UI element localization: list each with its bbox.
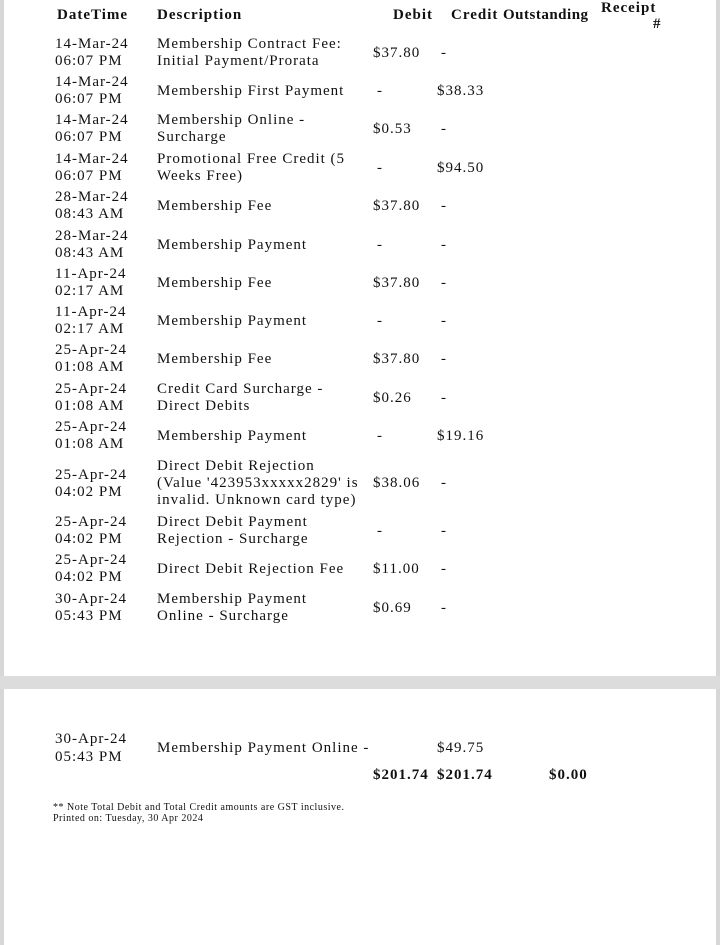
row-date: 14-Mar-24: [55, 36, 129, 52]
row-debit: -: [377, 427, 383, 444]
row-time: 01:08 AM: [55, 436, 125, 452]
row-description-line: Rejection - Surcharge: [157, 531, 309, 547]
row-date: 14-Mar-24: [55, 112, 129, 128]
header-datetime: DateTime: [57, 7, 129, 23]
row-time: 08:43 AM: [55, 245, 125, 261]
row-date: 30-Apr-24: [55, 591, 128, 607]
header-description: Description: [157, 7, 243, 23]
statement-page-1: [4, 0, 716, 676]
row-debit: -: [363, 740, 370, 756]
row-debit: -: [377, 82, 383, 99]
row-credit: $49.75: [437, 740, 485, 756]
row-credit: -: [441, 197, 447, 214]
row-date: 25-Apr-24: [55, 381, 128, 397]
row-time: 01:08 AM: [55, 398, 125, 414]
row-date: 25-Apr-24: [55, 514, 128, 530]
row-date: 14-Mar-24: [55, 74, 129, 90]
row-debit: $37.80: [373, 197, 421, 214]
row-time: 05:43 PM: [55, 749, 123, 765]
row-description-text: Membership Payment Online: [157, 740, 359, 756]
row-description-line: Membership Payment: [157, 591, 308, 607]
row-credit: $38.33: [437, 82, 485, 99]
row-date: 30-Apr-24: [55, 731, 128, 747]
header-receipt-hash: #: [653, 16, 662, 32]
row-credit: -: [441, 599, 447, 616]
row-description-line: Promotional Free Credit (5: [157, 151, 346, 167]
row-time: 02:17 AM: [55, 321, 125, 337]
row-credit: -: [441, 236, 447, 253]
row-date: 28-Mar-24: [55, 228, 129, 244]
header-debit: Debit: [393, 7, 433, 23]
row-debit: -: [377, 312, 383, 329]
row-description-line: Initial Payment/Prorata: [157, 53, 320, 69]
row-debit: -: [377, 159, 383, 176]
row-time: 06:07 PM: [55, 91, 123, 107]
row-description-line: Membership Fee: [157, 197, 273, 214]
row-credit: -: [441, 274, 447, 291]
row-time: 02:17 AM: [55, 283, 125, 299]
row-debit: -: [377, 522, 383, 539]
row-time: 06:07 PM: [55, 129, 123, 145]
row-debit: $38.06: [373, 475, 421, 491]
row-credit: -: [441, 120, 447, 137]
printed-date: Printed on: Tuesday, 30 Apr 2024: [53, 813, 204, 824]
row-credit: -: [441, 312, 447, 329]
row-description-line: Membership Online -: [157, 112, 306, 128]
row-debit: $0.69: [373, 599, 412, 616]
row-description-line: Direct Debits: [157, 398, 251, 414]
header-credit: Credit: [451, 7, 499, 23]
row-time: 04:02 PM: [55, 531, 123, 547]
page-separator: [0, 676, 720, 689]
row-date: 11-Apr-24: [55, 266, 127, 282]
header-outstanding: Outstanding: [503, 7, 589, 23]
row-description-line: Membership Payment: [157, 427, 308, 444]
row-description-line: (Value '423953xxxxx2829' is: [157, 475, 359, 491]
row-time: 04:02 PM: [55, 483, 123, 500]
row-description-line: Direct Debit Rejection Fee: [157, 560, 345, 577]
row-credit: $19.16: [437, 427, 485, 444]
header-receipt: Receipt: [601, 0, 657, 16]
row-description-line: Direct Debit Rejection: [157, 458, 315, 474]
statement-page-2: [4, 689, 716, 945]
row-credit: -: [441, 522, 447, 539]
row-description-line: Direct Debit Payment: [157, 514, 308, 530]
total-debit: $201.74: [373, 767, 429, 783]
row-credit: -: [441, 560, 447, 577]
row-time: 08:43 AM: [55, 206, 125, 222]
row-credit: -: [441, 389, 447, 406]
row-description-line: Membership Fee: [157, 350, 273, 367]
gst-note: ** Note Total Debit and Total Credit amounts are GST inclusive.: [53, 802, 345, 813]
row-time: 05:43 PM: [55, 608, 123, 624]
row-time: 04:02 PM: [55, 569, 123, 585]
row-date: 25-Apr-24: [55, 552, 128, 568]
row-time: 06:07 PM: [55, 53, 123, 69]
row-description-line: Surcharge: [157, 129, 227, 145]
row-description-line: Weeks Free): [157, 168, 244, 184]
row-date: 25-Apr-24: [55, 342, 128, 358]
row-credit: -: [441, 475, 447, 491]
row-debit: $37.80: [373, 44, 421, 61]
row-date: 11-Apr-24: [55, 304, 127, 320]
row-description-line: Membership Contract Fee:: [157, 36, 342, 52]
row-debit: $11.00: [373, 560, 420, 577]
row-description-line: Membership Payment: [157, 236, 308, 253]
row-description-line: Membership Payment: [157, 312, 308, 329]
row-description-line: Membership Fee: [157, 274, 273, 291]
row-debit: $37.80: [373, 350, 421, 367]
row-credit: -: [441, 350, 447, 367]
row-credit: $94.50: [437, 159, 485, 176]
row-description-line: Online - Surcharge: [157, 608, 289, 624]
row-debit: -: [377, 236, 383, 253]
row-debit: $0.26: [373, 389, 412, 406]
row-date: 28-Mar-24: [55, 189, 129, 205]
row-description-line: Membership First Payment: [157, 82, 345, 99]
row-time: 01:08 AM: [55, 359, 125, 375]
row-debit: $37.80: [373, 274, 421, 291]
total-outstanding: $0.00: [549, 767, 588, 783]
row-debit: $0.53: [373, 120, 412, 137]
row-date: 14-Mar-24: [55, 151, 129, 167]
row-description-line: Credit Card Surcharge -: [157, 381, 324, 397]
total-credit: $201.74: [437, 767, 493, 783]
row-credit: -: [441, 44, 447, 61]
row-description-line: invalid. Unknown card type): [157, 492, 357, 508]
row-time: 06:07 PM: [55, 168, 123, 184]
row-date: 25-Apr-24: [55, 419, 128, 435]
row-description: [157, 740, 377, 757]
row-date: 25-Apr-24: [55, 466, 128, 483]
